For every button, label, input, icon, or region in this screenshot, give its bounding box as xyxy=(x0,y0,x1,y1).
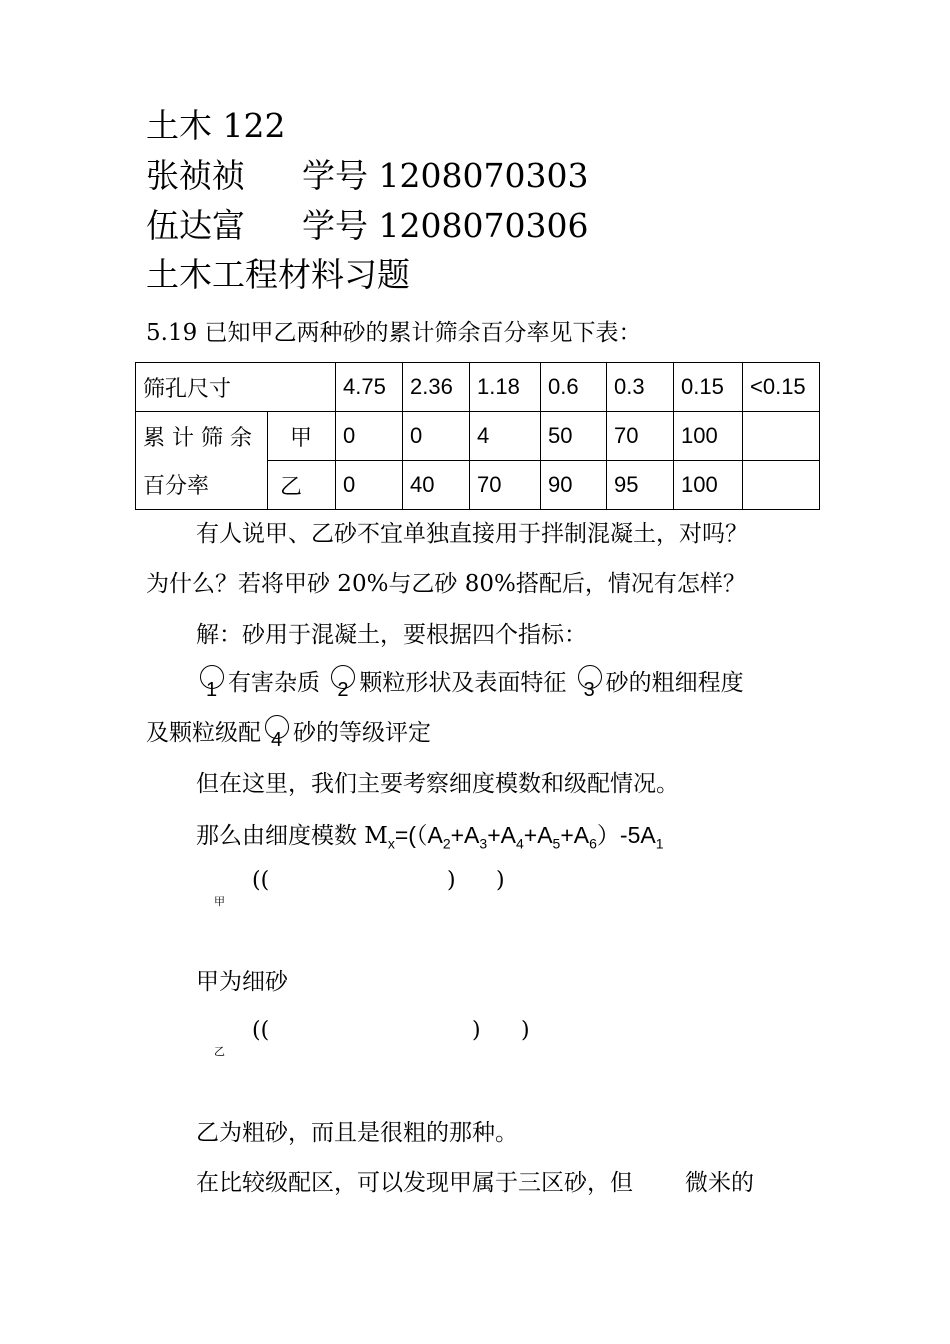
formula-label-jia: 甲 xyxy=(214,895,225,908)
circled-number: 2 xyxy=(329,669,357,699)
size-cell: 1.18 xyxy=(470,363,541,412)
sieve-table xyxy=(135,362,820,510)
size-cell: 0.15 xyxy=(674,363,743,412)
formula-line: 那么由细度模数 $M_x=((A_2+A_3+A_4+A_5+A_6)-5A_1$ xyxy=(196,822,664,852)
yi-result: 乙为粗砂，而且是很粗的那种。 xyxy=(196,1120,518,1146)
paren-close: ) xyxy=(521,1018,530,1043)
compare-text: 在比较级配区，可以发现甲属于三区砂，但 xyxy=(196,1170,633,1196)
circled-number: 4 xyxy=(263,719,291,749)
row-group-label: 百分率 xyxy=(136,461,268,510)
criterion-text: 砂的粗细程度 xyxy=(605,670,744,696)
criteria-line-2 xyxy=(146,718,431,749)
criterion-text: 有害杂质 xyxy=(228,670,320,696)
circled-number: 1 xyxy=(198,669,226,699)
criterion-text: 及颗粒级配 xyxy=(146,720,261,746)
table-cell: 70 xyxy=(470,461,541,510)
table-cell: 0 xyxy=(336,412,403,461)
jia-result: 甲为细砂 xyxy=(196,969,288,995)
student2-name: 伍达富 xyxy=(146,206,245,245)
paren-open: (( xyxy=(252,868,270,893)
table-cell: 50 xyxy=(541,412,607,461)
table-cell: 95 xyxy=(607,461,674,510)
table-header-row xyxy=(136,363,820,412)
table-cell: 70 xyxy=(607,412,674,461)
paren-close: ) xyxy=(472,1018,481,1043)
size-cell: 0.3 xyxy=(607,363,674,412)
row-group-label: 累 计 筛 余 xyxy=(136,412,268,461)
size-cell: <0.15 xyxy=(743,363,820,412)
table-cell: 0 xyxy=(403,412,470,461)
table-cell xyxy=(743,412,820,461)
student2-line xyxy=(146,206,588,246)
solution-intro: 解：砂用于混凝土，要根据四个指标： xyxy=(196,622,587,648)
page-title: 土木工程材料习题 xyxy=(146,255,410,294)
table-cell: 100 xyxy=(674,412,743,461)
paren-close: ) xyxy=(447,868,456,893)
criterion-text: 颗粒形状及表面特征 xyxy=(359,670,567,696)
question-line-2: 为什么？若将甲砂 20%与乙砂 80%搭配后，情况有怎样？ xyxy=(146,571,746,597)
problem-statement: 5.19 已知甲乙两种砂的累计筛余百分率见下表： xyxy=(146,320,642,346)
table-row xyxy=(136,412,820,461)
row-name: 甲 xyxy=(268,412,336,461)
criterion-text: 砂的等级评定 xyxy=(293,720,431,746)
formula-label-yi: 乙 xyxy=(214,1045,225,1058)
header-cell: 筛孔尺寸 xyxy=(136,363,336,412)
student1-line xyxy=(146,156,588,196)
compare-line xyxy=(196,1168,754,1198)
table-cell: 90 xyxy=(541,461,607,510)
focus-line: 但在这里，我们主要考察细度模数和级配情况。 xyxy=(196,771,679,797)
circled-number: 3 xyxy=(576,669,604,699)
class-label: 土木 122 xyxy=(146,106,286,145)
row-name: 乙 xyxy=(268,461,336,510)
table-cell xyxy=(743,461,820,510)
criteria-line-1 xyxy=(196,668,744,699)
student1-id: 学号 1208070303 xyxy=(302,156,589,195)
size-cell: 4.75 xyxy=(336,363,403,412)
paren-close: ) xyxy=(496,868,505,893)
student2-id: 学号 1208070306 xyxy=(302,206,589,245)
table-cell: 0 xyxy=(336,461,403,510)
table-row xyxy=(136,461,820,510)
compare-text: 微米的 xyxy=(685,1170,754,1196)
size-cell: 0.6 xyxy=(541,363,607,412)
table-cell: 4 xyxy=(470,412,541,461)
question-line-1: 有人说甲、乙砂不宜单独直接用于拌制混凝土，对吗？ xyxy=(196,521,748,547)
table-cell: 100 xyxy=(674,461,743,510)
table-cell: 40 xyxy=(403,461,470,510)
paren-open: (( xyxy=(252,1018,270,1043)
size-cell: 2.36 xyxy=(403,363,470,412)
student1-name: 张祯祯 xyxy=(146,156,245,195)
